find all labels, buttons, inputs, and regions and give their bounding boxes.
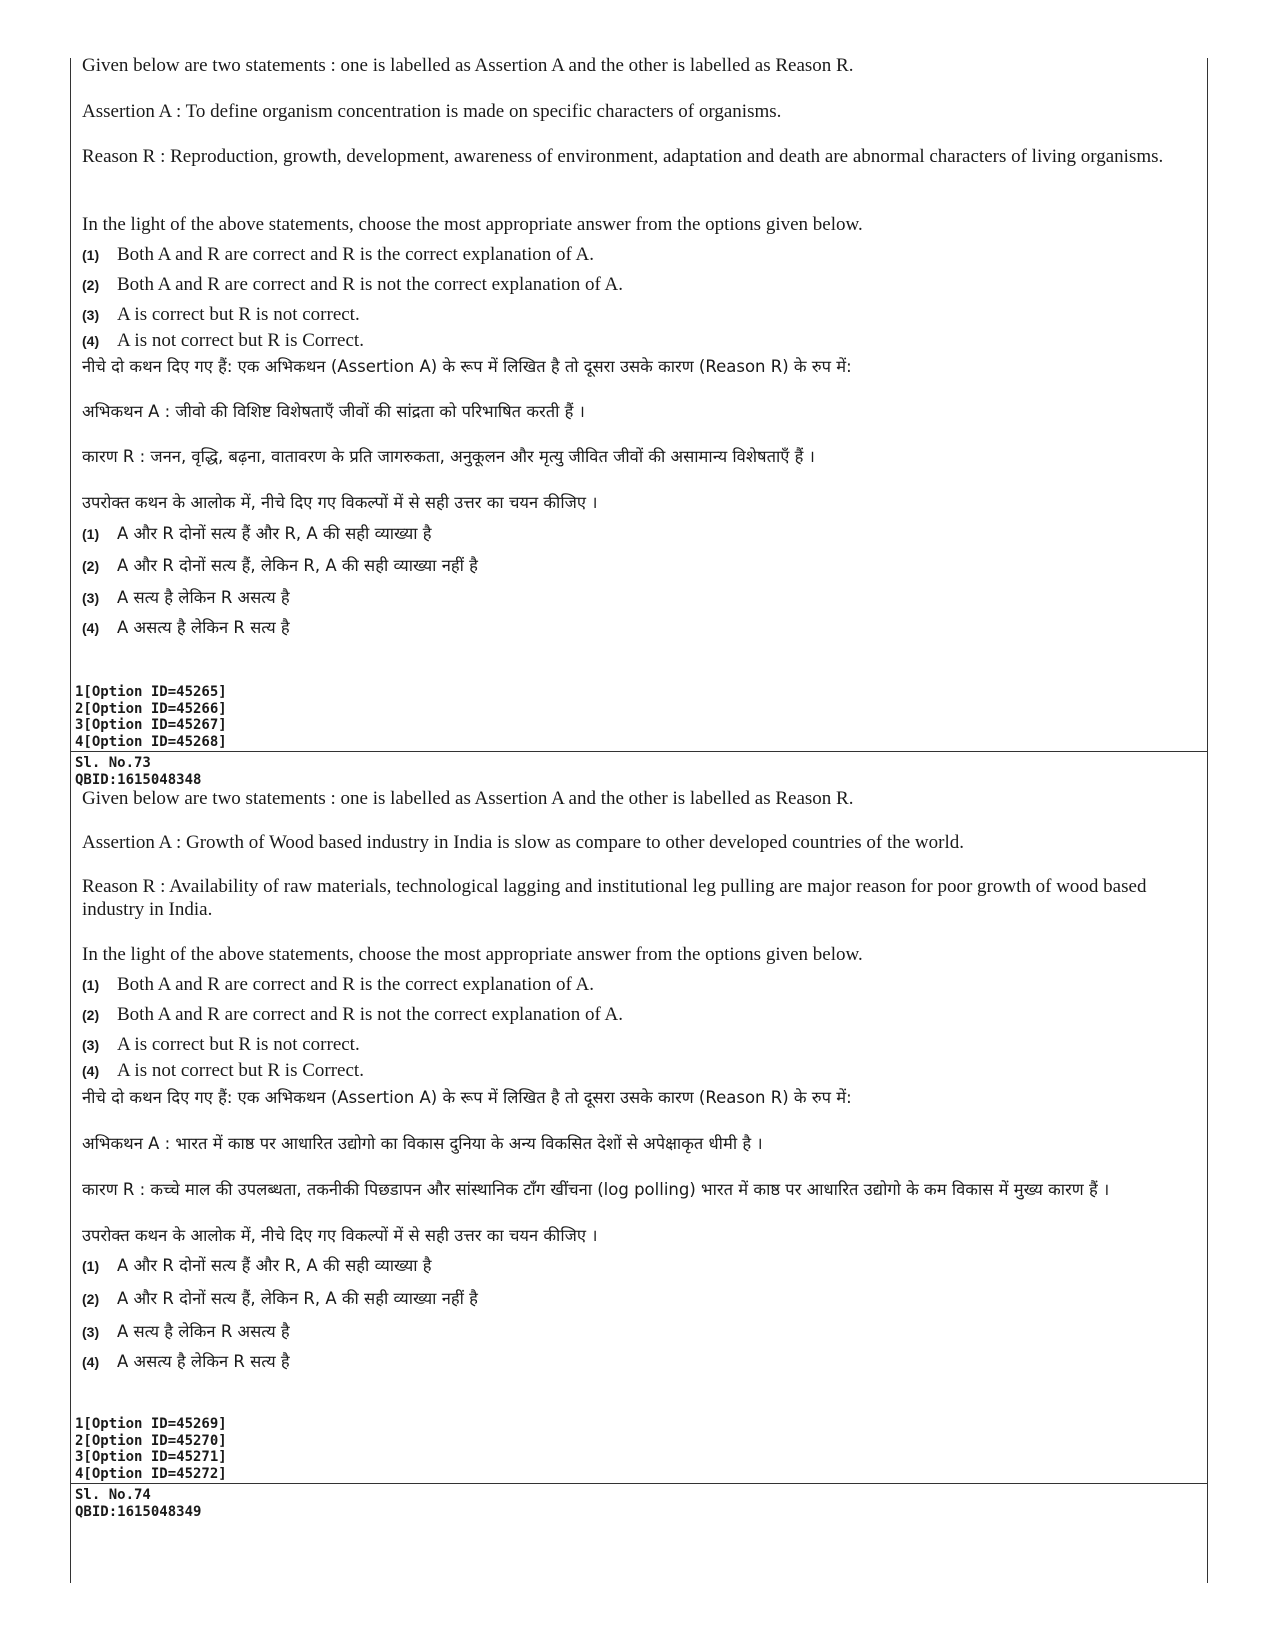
option-2-hindi — [82, 1288, 1192, 1310]
option-number: (2) — [82, 277, 100, 293]
option-2 — [82, 1003, 1192, 1027]
option-text: A असत्य है लेकिन R सत्य है — [117, 618, 290, 637]
option-number: (1) — [82, 247, 100, 263]
option-id: 1[Option ID=45265] — [75, 684, 227, 700]
option-1-hindi — [82, 1255, 1192, 1277]
question-divider — [70, 1483, 1208, 1484]
option-id: 4[Option ID=45272] — [75, 1465, 227, 1482]
option-number: (4) — [82, 1063, 100, 1079]
instruction-text-hindi: उपरोक्त कथन के आलोक में, नीचे दिए गए विकल्पों में से सही उत्तर का चयन कीजिए । — [82, 1226, 598, 1245]
option-text: A is not correct but R is Correct. — [117, 330, 364, 351]
assertion-text-hindi: अभिकथन A : भारत में काष्ठ पर आधारित उद्योगो का विकास दुनिया के अन्य विकसित देशों से अपेक्षाकृत धीमी है । — [82, 1134, 763, 1153]
option-number: (4) — [82, 1354, 100, 1370]
option-number: (2) — [82, 1291, 100, 1307]
option-number: (3) — [82, 307, 100, 323]
option-3 — [82, 1033, 1192, 1057]
option-4 — [82, 329, 1192, 353]
option-id: 2[Option ID=45266] — [75, 700, 227, 717]
question-intro: Given below are two statements : one is labelled as Assertion A and the other is labelled as Reason R. — [82, 55, 854, 76]
option-text: A और R दोनों सत्य हैं, लेकिन R, A की सही व्याख्या नहीं है — [117, 1289, 478, 1308]
option-id: 1[Option ID=45269] — [75, 1416, 227, 1432]
option-3-hindi — [82, 587, 1192, 609]
option-id: 3[Option ID=45267] — [75, 717, 227, 733]
option-id-list — [75, 1416, 227, 1482]
option-3-hindi — [82, 1321, 1192, 1343]
question-intro-hindi: नीचे दो कथन दिए गए हैं: एक अभिकथन (Assertion A) के रूप में लिखित है तो दूसरा उसके कारण (Reason R) के रुप में: — [82, 1088, 852, 1107]
option-number: (1) — [82, 1258, 100, 1274]
option-text: A is correct but R is not correct. — [117, 1034, 360, 1055]
question-intro-hindi: नीचे दो कथन दिए गए हैं: एक अभिकथन (Assertion A) के रूप में लिखित है तो दूसरा उसके कारण (Reason R) के रुप में: — [82, 357, 852, 376]
option-4-hindi — [82, 617, 1192, 639]
option-number: (1) — [82, 977, 100, 993]
option-id: 4[Option ID=45268] — [75, 733, 227, 750]
option-text: Both A and R are correct and R is the correct explanation of A. — [117, 974, 594, 995]
option-4 — [82, 1059, 1192, 1083]
serial-number: Sl. No.73 — [75, 755, 151, 771]
option-text: A is not correct but R is Correct. — [117, 1060, 364, 1081]
serial-number: Sl. No.74 — [75, 1487, 151, 1503]
question-divider — [70, 751, 1208, 752]
question-header — [75, 755, 201, 788]
instruction-text: In the light of the above statements, choose the most appropriate answer from the options given below. — [82, 214, 863, 235]
reason-text-hindi: कारण R : जनन, वृद्धि, बढ़ना, वातावरण के प्रति जागरुकता, अनुकूलन और मृत्यु जीवित जीवों की असामान्य विशेषताएँ हैं । — [82, 447, 815, 466]
option-2-hindi — [82, 555, 1192, 577]
option-id-list — [75, 684, 227, 750]
qbid: QBID:1615048349 — [75, 1503, 202, 1520]
instruction-text-hindi: उपरोक्त कथन के आलोक में, नीचे दिए गए विकल्पों में से सही उत्तर का चयन कीजिए । — [82, 493, 598, 512]
instruction-text: In the light of the above statements, choose the most appropriate answer from the options given below. — [82, 944, 863, 965]
option-text: A और R दोनों सत्य हैं और R, A की सही व्याख्या है — [117, 524, 432, 543]
option-text: A और R दोनों सत्य हैं, लेकिन R, A की सही व्याख्या नहीं है — [117, 556, 478, 575]
option-text: A असत्य है लेकिन R सत्य है — [117, 1352, 290, 1371]
option-number: (3) — [82, 1324, 100, 1340]
qbid: QBID:1615048348 — [75, 771, 202, 788]
option-number: (3) — [82, 590, 100, 606]
option-number: (4) — [82, 333, 100, 349]
option-text: A is correct but R is not correct. — [117, 304, 360, 325]
reason-text: Reason R : Reproduction, growth, development, awareness of environment, adaptation and death are abnormal characters of living organisms. — [82, 146, 1164, 167]
option-1 — [82, 973, 1192, 997]
option-id: 2[Option ID=45270] — [75, 1432, 227, 1449]
assertion-text-hindi: अभिकथन A : जीवो की विशिष्ट विशेषताएँ जीवों की सांद्रता को परिभाषित करती हैं । — [82, 402, 585, 421]
option-number: (1) — [82, 526, 100, 542]
option-text: Both A and R are correct and R is the correct explanation of A. — [117, 244, 594, 265]
assertion-text: Assertion A : Growth of Wood based industry in India is slow as compare to other developed countries of the world. — [82, 832, 964, 853]
option-text: Both A and R are correct and R is not the correct explanation of A. — [117, 274, 623, 295]
option-number: (2) — [82, 558, 100, 574]
option-3 — [82, 303, 1192, 327]
option-text: A और R दोनों सत्य हैं और R, A की सही व्याख्या है — [117, 1256, 432, 1275]
option-text: Both A and R are correct and R is not the correct explanation of A. — [117, 1004, 623, 1025]
option-1-hindi — [82, 523, 1192, 545]
option-text: A सत्य है लेकिन R असत्य है — [117, 1322, 290, 1341]
assertion-text: Assertion A : To define organism concentration is made on specific characters of organisms. — [82, 101, 782, 122]
option-2 — [82, 273, 1192, 297]
reason-text: Reason R : Availability of raw materials, technological lagging and institutional leg pulling are major reason for poor growth of wood based industry in India. — [82, 876, 1147, 920]
option-text: A सत्य है लेकिन R असत्य है — [117, 588, 290, 607]
reason-text-hindi: कारण R : कच्चे माल की उपलब्धता, तकनीकी पिछडापन और सांस्थानिक टाँग खींचना (log polling) भारत में काष्ठ पर आधारित उद्योगो के कम विकास में मुख्य कारण हैं । — [82, 1180, 1110, 1199]
question-header — [75, 1487, 201, 1520]
option-number: (4) — [82, 620, 100, 636]
option-1 — [82, 243, 1192, 267]
option-id: 3[Option ID=45271] — [75, 1449, 227, 1465]
option-number: (3) — [82, 1037, 100, 1053]
option-number: (2) — [82, 1007, 100, 1023]
option-4-hindi — [82, 1351, 1192, 1373]
question-intro: Given below are two statements : one is labelled as Assertion A and the other is labelled as Reason R. — [82, 788, 854, 809]
